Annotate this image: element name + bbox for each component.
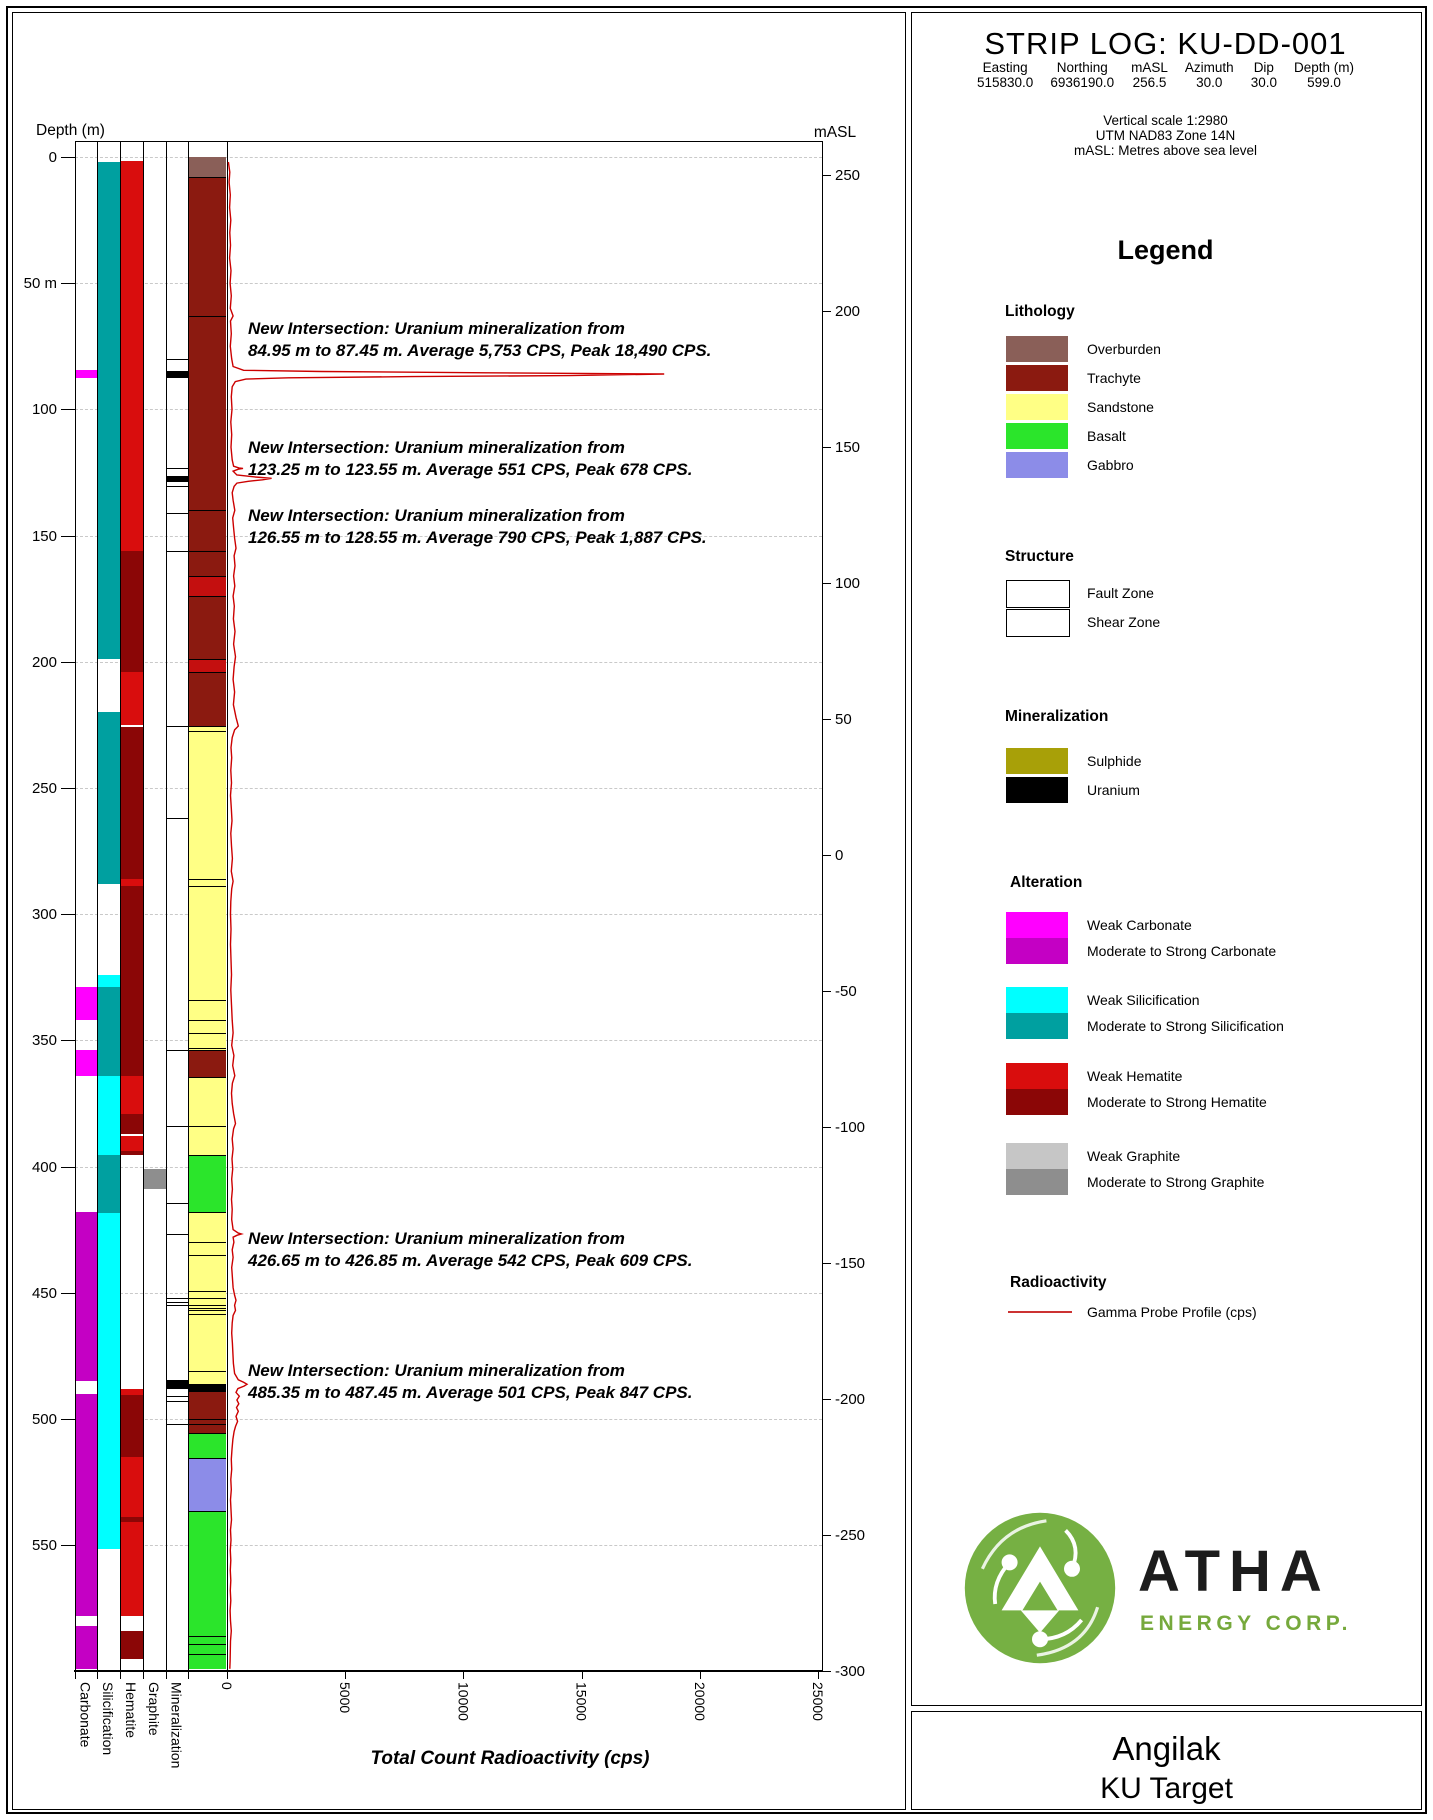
lithology-boundary — [189, 1308, 226, 1309]
plot-top-border — [75, 141, 822, 142]
legend-section-lithology: Lithology — [1005, 303, 1075, 320]
mineralization-mark — [167, 1396, 188, 1397]
masl-tick-label: -250 — [835, 1526, 866, 1544]
lithology-interval-sandstone — [189, 1310, 226, 1383]
masl-tick — [822, 855, 831, 856]
mineralization-mark — [167, 359, 188, 360]
silicification-strong-interval — [98, 1155, 120, 1213]
lithology-boundary — [189, 576, 226, 577]
carbonate-strong-interval — [76, 1626, 97, 1669]
collar-field-label: Depth (m) — [1293, 60, 1354, 75]
column-bottom-tick — [188, 1672, 189, 1679]
cps-tick-label: 10000 — [455, 1682, 472, 1721]
collar-field-value: 515830.0 — [977, 75, 1034, 90]
cps-tick — [582, 1672, 583, 1679]
hematite-strong-interval — [121, 886, 143, 1075]
depth-tick — [61, 283, 75, 284]
hematite-strong-interval — [121, 1395, 143, 1457]
mineralization-mark — [167, 486, 188, 487]
lithology-interval-trachyte_red — [189, 659, 226, 672]
column-bottom-tick — [227, 1672, 228, 1679]
cps-tick-label: 25000 — [810, 1682, 827, 1721]
mineralization-mark — [167, 1305, 188, 1306]
legend-lithology-label: Basalt — [1087, 428, 1126, 444]
lithology-interval-basalt — [189, 1155, 226, 1212]
depth-tick-label: 100 — [31, 401, 57, 419]
lithology-interval-trachyte_red — [189, 576, 226, 596]
depth-tick — [61, 157, 75, 158]
depth-tick — [61, 662, 75, 663]
hematite-weak-interval — [121, 1522, 143, 1615]
lithology-boundary — [189, 1155, 226, 1156]
masl-tick-label: 200 — [835, 302, 861, 320]
depth-tick-label: 50 m — [23, 275, 57, 293]
column-border-line — [188, 141, 189, 1670]
mineralization-mark — [167, 818, 188, 819]
cps-tick — [700, 1672, 701, 1679]
lithology-boundary — [189, 672, 226, 673]
legend-section-structure: Structure — [1005, 548, 1074, 565]
column-label-mineralization: Mineralization — [168, 1682, 185, 1769]
cps-tick — [818, 1672, 819, 1679]
lithology-interval-gabbro — [189, 1458, 226, 1511]
cps-tick-label: 0 — [219, 1682, 235, 1690]
annotation-line1: New Intersection: Uranium mineralization from — [248, 1360, 625, 1380]
lithology-boundary — [189, 1000, 226, 1001]
alteration-weak-label: Weak Carbonate — [1087, 917, 1192, 933]
column-bottom-tick — [120, 1672, 121, 1679]
intersection-annotation — [248, 318, 711, 362]
carbonate-weak-interval — [76, 1050, 97, 1075]
lithology-boundary — [189, 879, 226, 880]
lithology-interval-trachyte — [189, 596, 226, 659]
lithology-boundary — [189, 1424, 226, 1425]
mineralization-mark — [167, 1302, 188, 1303]
lithology-interval-overburden — [189, 157, 226, 177]
depth-tick-label: 300 — [31, 906, 57, 924]
annotation-line1: New Intersection: Uranium mineralization from — [248, 506, 625, 526]
column-border-line — [166, 141, 167, 1670]
masl-tick — [822, 1263, 831, 1264]
collar-field-value: 599.0 — [1307, 75, 1341, 90]
lithology-boundary — [189, 1212, 226, 1213]
intersection-annotation — [248, 437, 692, 481]
atha-subtitle: ENERGY CORP. — [1140, 1612, 1352, 1635]
mineralization-mark — [167, 1203, 188, 1204]
column-label-hematite: Hematite — [123, 1682, 139, 1739]
annotation-line2: 426.65 m to 426.85 m. Average 542 CPS, Peak 609 CPS. — [248, 1251, 693, 1271]
masl-tick — [822, 175, 831, 176]
lithology-interval-basalt — [189, 1644, 226, 1669]
column-border-line — [822, 141, 823, 1670]
uranium-band — [167, 476, 188, 481]
report-title: STRIP LOG: KU-DD-001 — [984, 26, 1347, 61]
depth-tick-label: 400 — [31, 1158, 57, 1176]
legend-section-radioactivity: Radioactivity — [1010, 1274, 1107, 1291]
note-vertical-scale: Vertical scale 1:2980 — [1103, 113, 1228, 128]
intersection-annotation — [248, 1360, 692, 1404]
hematite-strong-interval — [121, 1151, 143, 1155]
carbonate-strong-interval — [76, 1212, 97, 1381]
lithology-interval-trachyte — [189, 316, 226, 510]
cps-axis-line — [74, 1670, 823, 1672]
legend-mineralization-label: Sulphide — [1087, 753, 1142, 769]
column-border-line — [227, 141, 228, 1670]
lithology-interval-trachyte — [189, 551, 226, 576]
annotation-line2: 84.95 m to 87.45 m. Average 5,753 CPS, Peak 18,490 CPS. — [248, 341, 712, 361]
depth-tick-label: 450 — [31, 1284, 57, 1302]
masl-tick — [822, 583, 831, 584]
silicification-strong-interval — [98, 162, 120, 659]
depth-tick-label: 250 — [31, 779, 57, 797]
hematite-strong-interval — [121, 551, 143, 672]
column-bottom-tick — [75, 1672, 76, 1679]
annotation-line1: New Intersection: Uranium mineralization from — [248, 1229, 625, 1249]
masl-tick-label: 150 — [835, 438, 861, 456]
lithology-interval-uranium — [189, 1384, 226, 1392]
depth-tick — [61, 1419, 75, 1420]
annotation-line2: 126.55 m to 128.55 m. Average 790 CPS, Peak 1,887 CPS. — [248, 528, 707, 548]
depth-tick — [61, 1040, 75, 1041]
lithology-boundary — [189, 510, 226, 511]
collar-field-label: Easting — [982, 60, 1028, 75]
annotation-line2: 485.35 m to 487.45 m. Average 501 CPS, Peak 847 CPS. — [248, 1382, 693, 1402]
masl-tick-label: -300 — [835, 1662, 866, 1680]
lithology-boundary — [189, 1314, 226, 1315]
lithology-boundary — [189, 1636, 226, 1637]
masl-tick-label: -200 — [835, 1390, 866, 1408]
column-label-silicification: Silicification — [100, 1682, 116, 1756]
alteration-weak-label: Weak Silicification — [1087, 992, 1200, 1008]
gamma-legend-label: Gamma Probe Profile (cps) — [1087, 1304, 1257, 1320]
masl-tick — [822, 311, 831, 312]
lithology-boundary — [189, 1126, 226, 1127]
column-bottom-tick — [97, 1672, 98, 1679]
intersection-annotation — [248, 1228, 692, 1272]
lithology-boundary — [189, 731, 226, 732]
lithology-interval-basalt — [189, 1636, 226, 1644]
hematite-strong-interval — [121, 727, 143, 878]
collar-field-value: 30.0 — [1196, 75, 1223, 90]
lithology-boundary — [189, 551, 226, 552]
masl-tick — [822, 719, 831, 720]
carbonate-strong-interval — [76, 1394, 97, 1616]
lithology-boundary — [189, 1033, 226, 1034]
collar-field-label: Northing — [1056, 60, 1108, 75]
lithology-boundary — [189, 177, 226, 178]
lithology-boundary — [189, 1048, 226, 1049]
column-border-line — [75, 141, 76, 1670]
hematite-strong-interval — [121, 1517, 143, 1522]
masl-tick-label: 0 — [835, 846, 844, 864]
hematite-weak-interval — [121, 1136, 143, 1151]
legend-lithology-label: Trachyte — [1087, 370, 1141, 386]
footer-project: Angilak — [1112, 1730, 1221, 1767]
silicification-strong-interval — [98, 987, 120, 1075]
carbonate-weak-interval — [76, 987, 97, 1020]
hematite-weak-interval — [121, 879, 143, 887]
cps-tick-label: 5000 — [337, 1682, 354, 1714]
lithology-boundary — [189, 1242, 226, 1243]
depth-tick — [61, 788, 75, 789]
lithology-boundary — [189, 1458, 226, 1459]
depth-tick-label: 350 — [31, 1032, 57, 1050]
masl-tick — [822, 1535, 831, 1536]
collar-field-label: Dip — [1253, 60, 1274, 75]
lithology-boundary — [189, 886, 226, 887]
collar-field-value: 30.0 — [1250, 75, 1277, 90]
mineralization-mark — [167, 513, 188, 514]
depth-tick-label: 550 — [31, 1537, 57, 1555]
lithology-interval-basalt — [189, 1511, 226, 1636]
depth-tick-label: 150 — [31, 527, 57, 545]
legend-section-mineralization: Mineralization — [1005, 708, 1109, 725]
column-border-line — [97, 141, 98, 1670]
hematite-strong-interval — [121, 1631, 143, 1659]
hematite-weak-interval — [121, 1457, 143, 1518]
lithology-boundary — [189, 659, 226, 660]
lithology-boundary — [189, 1298, 226, 1299]
masl-tick — [822, 991, 831, 992]
alteration-strong-label: Moderate to Strong Carbonate — [1087, 943, 1277, 959]
lithology-boundary — [189, 1419, 226, 1420]
collar-field-value: 256.5 — [1132, 75, 1167, 90]
lithology-boundary — [189, 1391, 226, 1392]
mineralization-mark — [167, 551, 188, 552]
annotation-line1: New Intersection: Uranium mineralization from — [248, 319, 625, 339]
intersection-annotation — [248, 505, 707, 549]
lithology-boundary — [189, 1433, 226, 1434]
lithology-boundary — [189, 596, 226, 597]
alteration-strong-label: Moderate to Strong Graphite — [1087, 1174, 1265, 1190]
column-label-carbonate: Carbonate — [77, 1682, 94, 1748]
masl-tick — [822, 1671, 831, 1672]
masl-axis-title: mASL — [813, 124, 857, 141]
alteration-weak-label: Weak Graphite — [1087, 1148, 1181, 1164]
annotation-line1: New Intersection: Uranium mineralization from — [248, 438, 625, 458]
lithology-interval-trachyte — [189, 510, 226, 550]
legend-lithology-label: Gabbro — [1087, 457, 1134, 473]
mineralization-mark — [167, 1424, 188, 1425]
legend-lithology-label: Overburden — [1087, 341, 1161, 357]
lithology-boundary — [189, 1511, 226, 1512]
masl-tick-label: -150 — [835, 1254, 866, 1272]
hematite-strong-interval — [121, 1114, 143, 1134]
depth-tick — [61, 409, 75, 410]
alteration-strong-label: Moderate to Strong Hematite — [1087, 1094, 1267, 1110]
legend-structure-label: Shear Zone — [1087, 614, 1161, 630]
depth-tick-label: 500 — [31, 1410, 57, 1428]
cps-tick-label: 20000 — [691, 1682, 708, 1721]
legend-lithology-label: Sandstone — [1087, 399, 1154, 415]
lithology-interval-sandstone — [189, 1212, 226, 1308]
lithology-boundary — [189, 1291, 226, 1292]
collar-field-label: mASL — [1131, 60, 1168, 75]
legend-structure-label: Fault Zone — [1087, 585, 1154, 601]
legend-mineralization-label: Uranium — [1087, 782, 1140, 798]
lithology-boundary — [189, 1020, 226, 1021]
lithology-interval-basalt — [189, 1433, 226, 1458]
masl-tick-label: 250 — [835, 166, 861, 184]
masl-tick-label: 50 — [835, 710, 852, 728]
mineralization-mark — [167, 1050, 188, 1051]
cps-tick — [463, 1672, 464, 1679]
atha-wordmark: ATHA — [1138, 1539, 1331, 1604]
annotation-line2: 123.25 m to 123.55 m. Average 551 CPS, Peak 678 CPS. — [248, 460, 693, 480]
depth-axis-title: Depth (m) — [36, 122, 105, 139]
masl-tick — [822, 1127, 831, 1128]
silicification-weak-interval — [98, 1076, 120, 1155]
lithology-boundary — [189, 316, 226, 317]
mineralization-mark — [167, 1126, 188, 1127]
cps-tick — [345, 1672, 346, 1679]
masl-tick-label: -50 — [835, 982, 857, 1000]
lithology-interval-trachyte — [189, 672, 226, 726]
lithology-interval-sandstone — [189, 731, 226, 879]
silicification-weak-interval — [98, 975, 120, 988]
masl-tick — [822, 447, 831, 448]
depth-tick-label: 200 — [31, 653, 57, 671]
cps-tick-label: 15000 — [573, 1682, 590, 1721]
lithology-boundary — [189, 1255, 226, 1256]
uranium-band — [167, 1380, 188, 1389]
masl-tick-label: -100 — [835, 1118, 866, 1136]
note-utm: UTM NAD83 Zone 14N — [1095, 128, 1236, 143]
lithology-interval-trachyte — [189, 1391, 226, 1419]
graphite-strong-interval — [144, 1169, 166, 1189]
lithology-interval-sandstone — [189, 886, 226, 1050]
silicification-weak-interval — [98, 1213, 120, 1549]
lithology-interval-trachyte — [189, 1424, 226, 1433]
column-label-graphite: Graphite — [146, 1682, 162, 1736]
masl-tick-label: 100 — [835, 574, 861, 592]
cps-axis-title: Total Count Radioactivity (cps) — [370, 1748, 650, 1769]
column-bottom-tick — [166, 1672, 167, 1679]
legend-title: Legend — [1117, 235, 1214, 265]
column-bottom-tick — [143, 1672, 144, 1679]
column-border-line — [143, 141, 144, 1670]
lithology-interval-trachyte — [189, 177, 226, 316]
lithology-boundary — [189, 1050, 226, 1051]
silicification-strong-interval — [98, 712, 120, 884]
lithology-boundary — [189, 726, 226, 727]
lithology-boundary — [189, 1305, 226, 1306]
masl-tick — [822, 1399, 831, 1400]
lithology-interval-trachyte — [189, 1050, 226, 1076]
mineralization-mark — [167, 1298, 188, 1299]
lithology-boundary — [189, 1371, 226, 1372]
mineralization-mark — [167, 1401, 188, 1402]
mineralization-mark — [167, 726, 188, 727]
alteration-weak-label: Weak Hematite — [1087, 1068, 1183, 1084]
hematite-weak-interval — [121, 1076, 143, 1114]
lithology-boundary — [189, 1077, 226, 1078]
alteration-strong-label: Moderate to Strong Silicification — [1087, 1018, 1284, 1034]
depth-tick — [61, 914, 75, 915]
hematite-weak-interval — [121, 672, 143, 725]
lithology-boundary — [189, 1384, 226, 1385]
uranium-band — [167, 468, 188, 469]
column-border-line — [120, 141, 121, 1670]
note-masl: mASL: Metres above sea level — [1073, 143, 1258, 158]
depth-tick — [61, 536, 75, 537]
lithology-boundary — [189, 1644, 226, 1645]
uranium-band — [167, 371, 188, 378]
depth-tick — [61, 1293, 75, 1294]
lithology-boundary — [189, 1654, 226, 1655]
footer-target: KU Target — [1100, 1772, 1233, 1805]
collar-field-value: 6936190.0 — [1050, 75, 1115, 90]
mineralization-mark — [167, 1234, 188, 1235]
lithology-boundary — [189, 1310, 226, 1311]
lithology-interval-sandstone — [189, 879, 226, 887]
depth-tick — [61, 1545, 75, 1546]
lithology-interval-sandstone — [189, 1077, 226, 1155]
hematite-weak-interval — [121, 161, 143, 551]
depth-tick — [61, 1167, 75, 1168]
collar-field-label: Azimuth — [1184, 60, 1234, 75]
legend-section-alteration: Alteration — [1010, 874, 1083, 891]
carbonate-weak-interval — [76, 370, 97, 378]
depth-tick-label: 0 — [48, 149, 57, 166]
